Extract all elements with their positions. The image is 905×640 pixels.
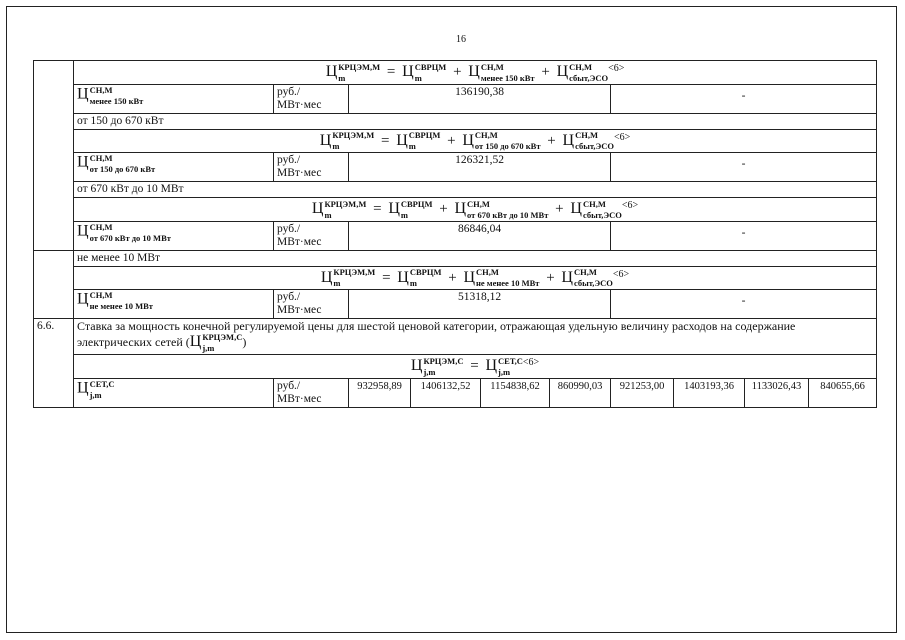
row-label: Ц СН,М от 670 кВт до 10 МВт	[74, 221, 274, 250]
value-cell: 1406132,52	[411, 378, 481, 407]
number-cell	[34, 61, 74, 251]
symbol: Ц	[325, 63, 338, 80]
formula-cell	[74, 129, 877, 153]
section-row	[34, 319, 877, 355]
range-heading: не менее 10 МВт	[74, 250, 877, 266]
formula-cell	[74, 355, 877, 379]
value-row	[34, 290, 877, 319]
range-heading: от 150 до 670 кВт	[74, 113, 877, 129]
value-cell: 921253,00	[611, 378, 674, 407]
dash-cell: -	[611, 153, 877, 182]
unit-cell: руб./ МВт·мес	[274, 153, 349, 182]
number-cell	[34, 250, 74, 319]
formula-row	[34, 266, 877, 290]
formula-row	[34, 129, 877, 153]
value-row	[34, 378, 877, 407]
formula: Ц КРЦЭМ,М m = Ц СВРЦМ m + Ц СН,М от 150 до 670 кВт + Ц СН,М сбыт,ЭСО $^{<6>}$	[319, 130, 631, 152]
heading-row	[34, 250, 877, 266]
value-cell: 1133026,43	[745, 378, 809, 407]
value-row	[34, 153, 877, 182]
value-cell: 1154838,62	[481, 378, 550, 407]
value-cell: 136190,38	[349, 84, 611, 113]
value-row	[34, 84, 877, 113]
tariff-table	[33, 60, 877, 408]
formula: Ц КРЦЭМ,С j,m = Ц СЕТ,С j,m $^{<6>}$	[410, 355, 540, 377]
row-label: Ц СЕТ,С j,m	[74, 378, 274, 407]
value-cell: 932958,89	[349, 378, 411, 407]
formula: Ц КРЦЭМ,М m = Ц СВРЦМ m + Ц СН,М от 670 кВт до 10 МВт + Ц СН,М сбыт,ЭСО $^{<6>}$	[311, 198, 639, 220]
section-number: 6.6.	[34, 319, 74, 408]
reference-mark: <6>	[608, 63, 625, 74]
heading-row	[34, 113, 877, 129]
formula-row	[34, 61, 877, 85]
formula-cell	[74, 61, 877, 85]
range-heading: от 670 кВт до 10 МВт	[74, 182, 877, 198]
unit-cell: руб./ МВт·мес	[274, 378, 349, 407]
formula-cell	[74, 198, 877, 222]
unit-cell: руб./ МВт·мес	[274, 290, 349, 319]
dash-cell: -	[611, 221, 877, 250]
value-cell: 51318,12	[349, 290, 611, 319]
dash-cell: -	[611, 84, 877, 113]
row-label: Ц СН,М не менее 10 МВт	[74, 290, 274, 319]
value-cell: 860990,03	[550, 378, 611, 407]
formula: Ц КРЦЭМ,М m = Ц СВРЦМ m + Ц СН,М не менее 10 МВт + Ц СН,М сбыт,ЭСО $^{<6>}$	[320, 267, 630, 289]
dash-cell: -	[611, 290, 877, 319]
row-label: Ц СН,М от 150 до 670 кВт	[74, 153, 274, 182]
value-cell: 126321,52	[349, 153, 611, 182]
page-number: 16	[456, 34, 466, 45]
value-cell: 1403193,36	[674, 378, 745, 407]
value-row	[34, 221, 877, 250]
unit-cell: руб./ МВт·мес	[274, 84, 349, 113]
formula-row	[34, 198, 877, 222]
formula-cell	[74, 266, 877, 290]
unit-cell: руб./ МВт·мес	[274, 221, 349, 250]
section-description: Ставка за мощность конечной регулируемой цены для шестой ценовой категории, отражающая удельную величину расходов на содержание электрических сетей (Ц КРЦЭМ,С j,m )	[74, 319, 877, 355]
formula: Ц КРЦЭМ,М m = Ц СВРЦМ m + Ц СН,М менее 150 кВт + Ц СН,М сбыт,ЭСО $^{<6>}$	[325, 61, 625, 83]
value-cell: 86846,04	[349, 221, 611, 250]
row-label: Ц СН,М менее 150 кВт	[74, 84, 274, 113]
formula-row	[34, 355, 877, 379]
value-cell: 840655,66	[809, 378, 877, 407]
heading-row	[34, 182, 877, 198]
